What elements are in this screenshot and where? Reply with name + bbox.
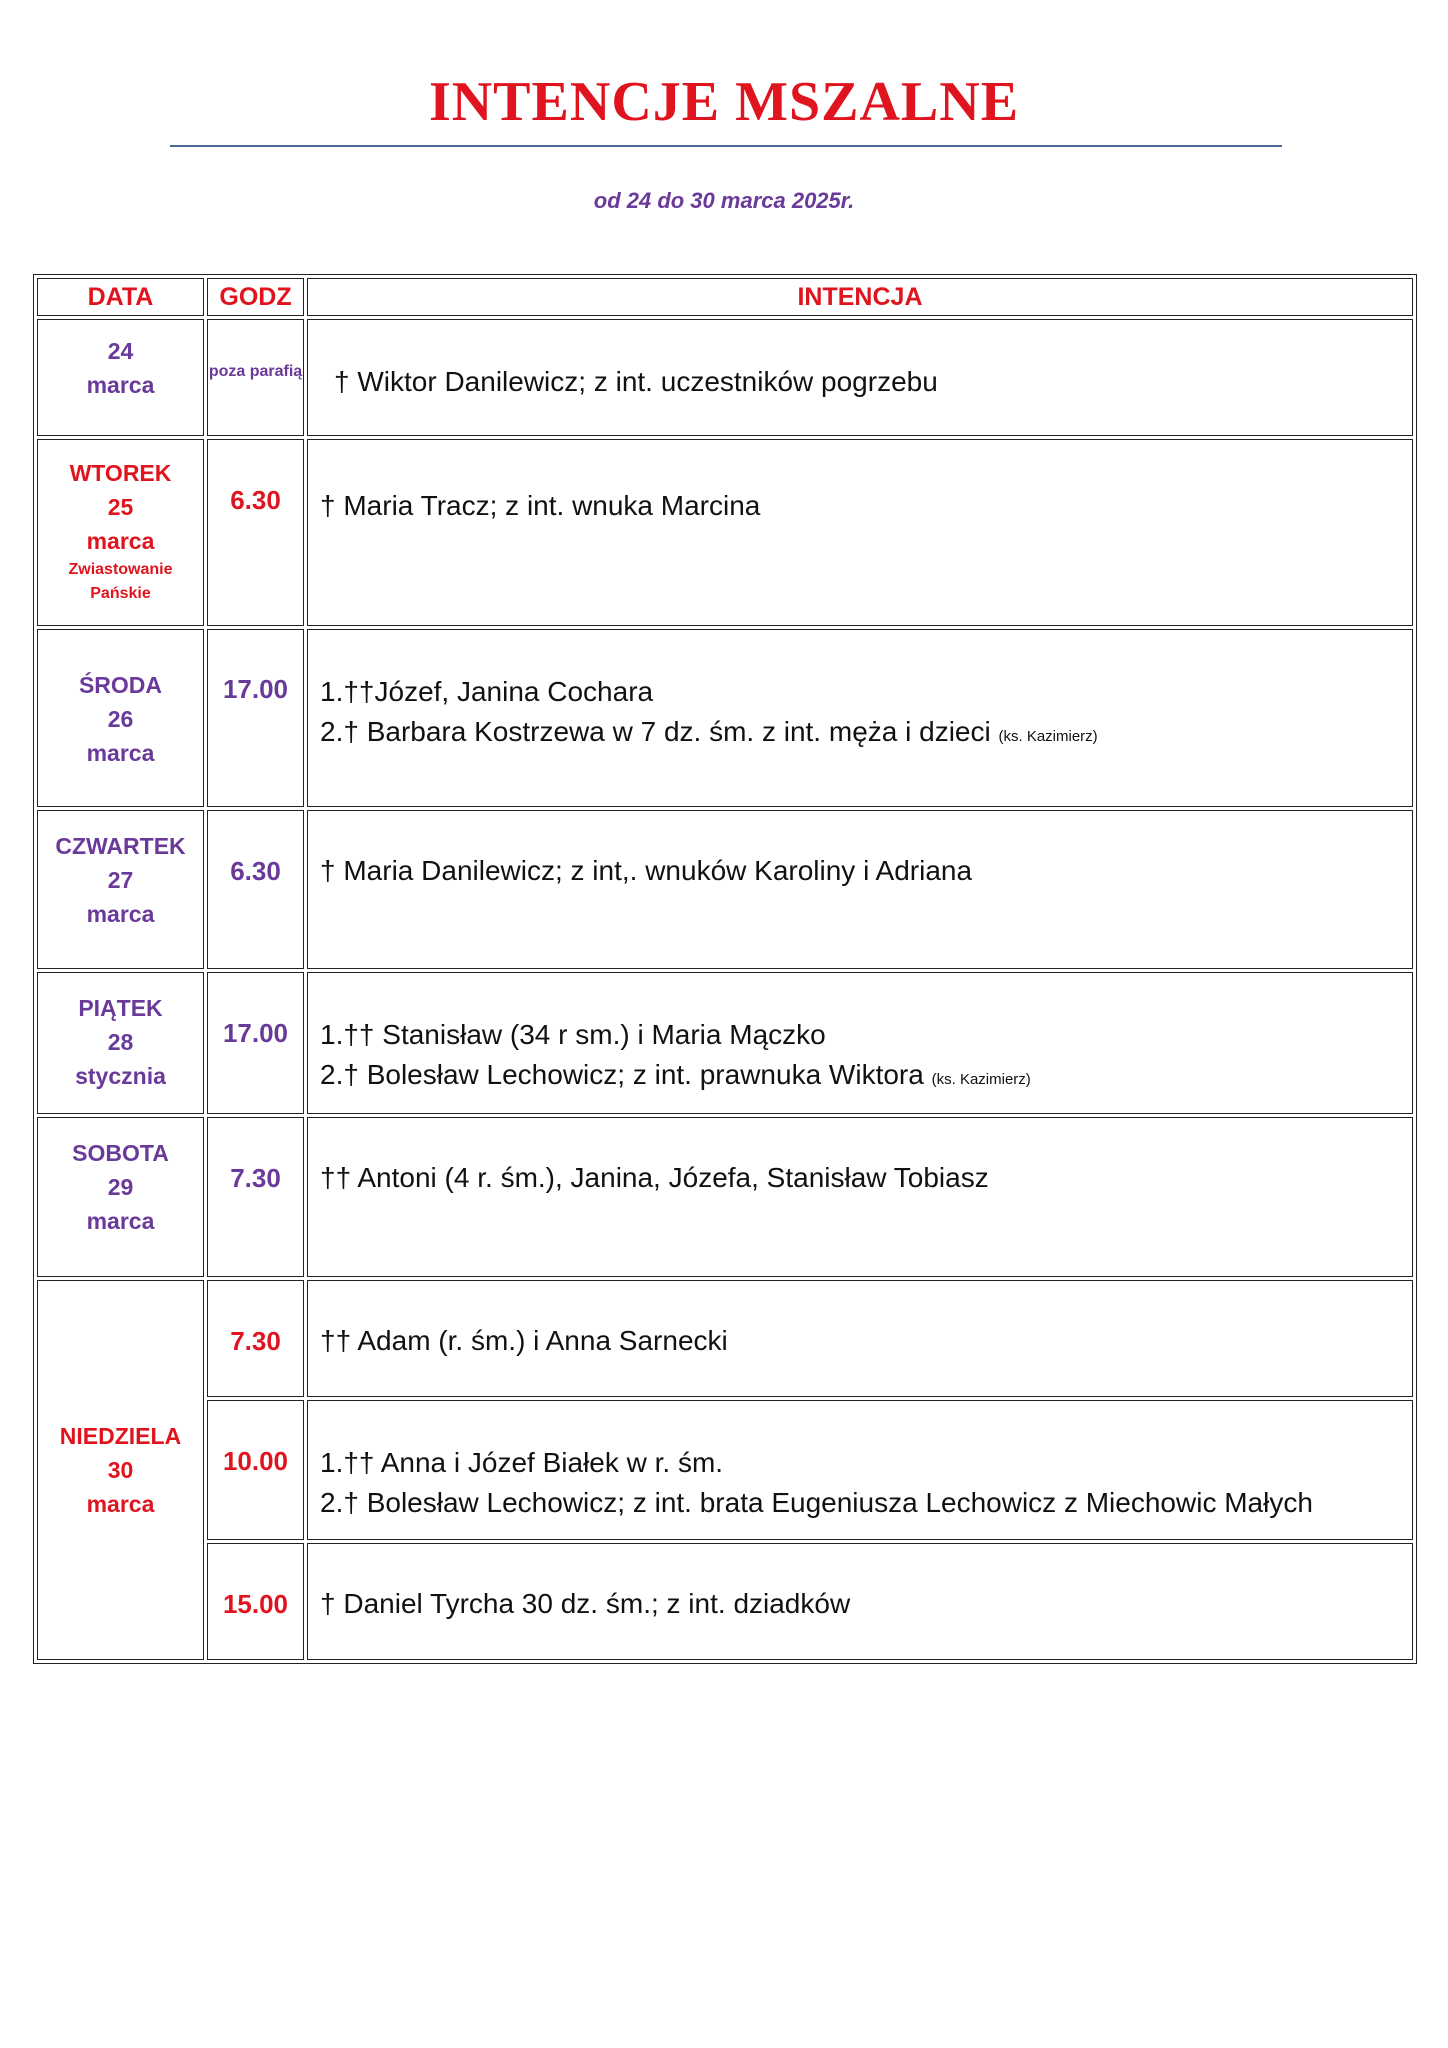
table-row (37, 972, 1413, 1114)
date-range-subtitle: od 24 do 30 marca 2025r. (593, 188, 855, 213)
day-name: SOBOTA (72, 1140, 169, 1166)
day-name: CZWARTEK (55, 833, 186, 859)
table-row (37, 1117, 1413, 1277)
intention-cell (307, 629, 1413, 807)
month-name: marca (86, 1491, 155, 1517)
date-cell (37, 810, 204, 969)
time-cell: 7.30 (207, 1280, 304, 1397)
month-name: marca (86, 528, 155, 554)
header-time: GODZ (207, 278, 304, 316)
time-cell: 15.00 (207, 1543, 304, 1660)
intention-line: 2.† Barbara Kostrzewa w 7 dz. śm. z int. męża i dzieci (ks. Kazimierz) (320, 716, 1098, 747)
month-name: marca (86, 1208, 155, 1234)
intention-line: 1.†† Stanisław (34 r sm.) i Maria Mączko (320, 1019, 826, 1050)
table-row (37, 629, 1413, 807)
day-number: 27 (107, 867, 134, 893)
intention-cell (307, 1280, 1413, 1397)
day-name: PIĄTEK (78, 995, 163, 1021)
day-number: 28 (107, 1029, 134, 1055)
day-number: 24 (107, 338, 134, 364)
intention-cell (307, 319, 1413, 436)
intention-line: 1.†† Anna i Józef Białek w r. śm. (320, 1447, 724, 1478)
day-number: 29 (107, 1174, 134, 1200)
intention-line: 1.††Józef, Janina Cochara (320, 676, 654, 707)
date-cell (37, 1117, 204, 1277)
intention-line: † Maria Tracz; z int. wnuka Marcina (320, 490, 761, 521)
intention-line: †† Antoni (4 r. śm.), Janina, Józefa, Stanisław Tobiasz (320, 1162, 989, 1193)
intention-cell (307, 972, 1413, 1114)
mass-intentions-table (33, 274, 1417, 1664)
table-row (37, 1400, 1413, 1540)
page-title: INTENCJE MSZALNE (428, 71, 1020, 133)
time-cell: 7.30 (207, 1117, 304, 1277)
intention-line: † Maria Danilewicz; z int,. wnuków Karoliny i Adriana (320, 855, 973, 886)
date-cell (37, 319, 204, 436)
title-underline (170, 145, 1282, 147)
intention-line: † Wiktor Danilewicz; z int. uczestników pogrzebu (334, 366, 938, 397)
intention-cell (307, 1117, 1413, 1277)
day-name: NIEDZIELA (59, 1423, 182, 1449)
date-cell (37, 972, 204, 1114)
intention-line: † Daniel Tyrcha 30 dz. śm.; z int. dziadków (320, 1588, 851, 1619)
intention-line: 2.† Bolesław Lechowicz; z int. brata Eugeniusza Lechowicz z Miechowic Małych (320, 1487, 1313, 1518)
month-name: marca (86, 740, 155, 766)
date-cell (37, 1280, 204, 1660)
intention-line: 2.† Bolesław Lechowicz; z int. prawnuka Wiktora (ks. Kazimierz) (320, 1059, 1031, 1090)
table-row (37, 1280, 1413, 1397)
time-cell: 6.30 (207, 439, 304, 626)
intention-cell (307, 1543, 1413, 1660)
intention-cell (307, 1400, 1413, 1540)
header-intention: INTENCJA (307, 278, 1413, 316)
intention-cell (307, 439, 1413, 626)
table-row (37, 439, 1413, 626)
intention-line: †† Adam (r. śm.) i Anna Sarnecki (320, 1325, 728, 1356)
feast-name: Zwiastowanie Pańskie (68, 561, 173, 602)
day-number: 26 (107, 706, 134, 732)
date-cell (37, 439, 204, 626)
time-cell: poza parafią (207, 319, 304, 436)
table-row (37, 1543, 1413, 1660)
table-row (37, 810, 1413, 969)
time-cell: 6.30 (207, 810, 304, 969)
month-name: marca (86, 372, 155, 398)
date-cell (37, 629, 204, 807)
day-name: WTOREK (69, 460, 172, 486)
day-name: ŚRODA (78, 672, 163, 698)
month-name: stycznia (75, 1063, 166, 1089)
table-header-row (37, 278, 1413, 316)
time-cell: 17.00 (207, 629, 304, 807)
day-number: 30 (107, 1457, 134, 1483)
time-cell: 17.00 (207, 972, 304, 1114)
table-row (37, 319, 1413, 436)
priest-note: (ks. Kazimierz) (931, 1071, 1031, 1088)
intention-cell (307, 810, 1413, 969)
time-cell: 10.00 (207, 1400, 304, 1540)
day-number: 25 (107, 494, 134, 520)
month-name: marca (86, 901, 155, 927)
priest-note: (ks. Kazimierz) (998, 728, 1098, 745)
header-date: DATA (37, 278, 204, 316)
